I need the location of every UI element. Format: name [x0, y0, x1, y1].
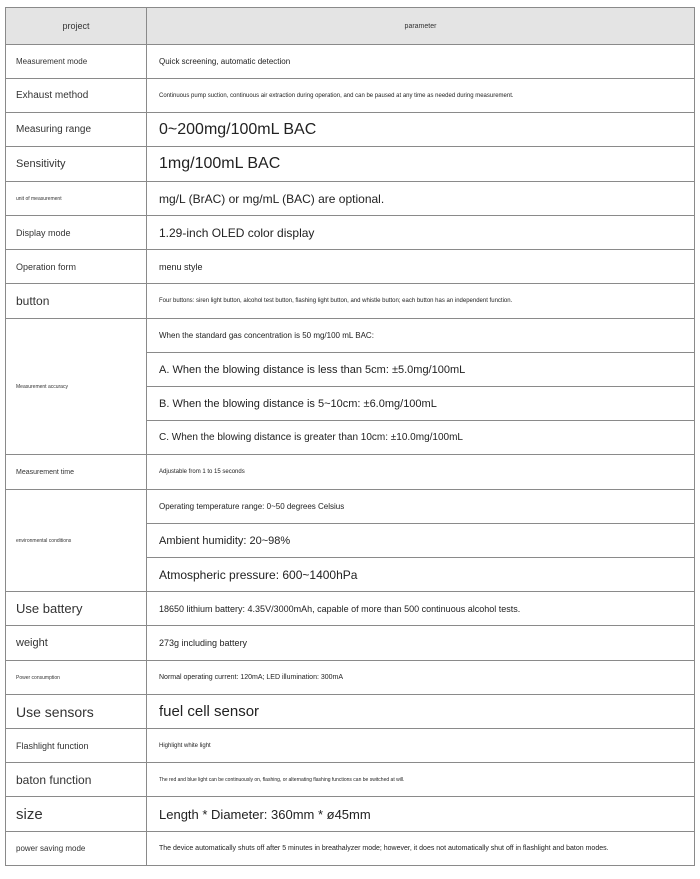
table-row [6, 113, 695, 147]
row-value-power-saving: The device automatically shuts off after 5 minutes in breathalyzer mode; however, it does not automatically shut off in flashlight and baton modes. [147, 832, 695, 866]
row-label-size: size [6, 797, 147, 832]
header-project: project [6, 8, 147, 45]
table-row [6, 319, 695, 353]
table-row [6, 147, 695, 182]
row-value-display-mode: 1.29-inch OLED color display [147, 216, 695, 250]
row-label-measurement-mode: Measurement mode [6, 45, 147, 79]
table-row [6, 250, 695, 284]
row-value-exhaust-method: Continuous pump suction, continuous air extraction during operation, and can be paused at any time as needed during measurement. [147, 79, 695, 113]
row-value-measurement-time: Adjustable from 1 to 15 seconds [147, 455, 695, 490]
table-row [6, 592, 695, 626]
row-value-environment-temp: Operating temperature range: 0~50 degrees Celsius [147, 490, 695, 524]
row-value-size: Length * Diameter: 360mm * ø45mm [147, 797, 695, 832]
row-value-weight: 273g including battery [147, 626, 695, 661]
row-value-power: Normal operating current: 120mA; LED illumination: 300mA [147, 661, 695, 695]
row-value-measurement-mode: Quick screening, automatic detection [147, 45, 695, 79]
row-value-environment-pressure: Atmospheric pressure: 600~1400hPa [147, 558, 695, 592]
table-row [6, 284, 695, 319]
row-value-accuracy-b: B. When the blowing distance is 5~10cm: ±6.0mg/100mL [147, 387, 695, 421]
table-row [6, 832, 695, 866]
row-value-operation-form: menu style [147, 250, 695, 284]
row-value-sensors: fuel cell sensor [147, 695, 695, 729]
table-row [6, 626, 695, 661]
row-label-power-saving: power saving mode [6, 832, 147, 866]
row-label-measurement-time: Measurement time [6, 455, 147, 490]
spec-table [5, 7, 695, 866]
row-label-environment: environmental conditions [6, 490, 147, 592]
row-value-sensitivity: 1mg/100mL BAC [147, 147, 695, 182]
row-label-unit: unit of measurement [6, 182, 147, 216]
row-value-battery: 18650 lithium battery: 4.35V/3000mAh, capable of more than 500 continuous alcohol tests. [147, 592, 695, 626]
row-label-display-mode: Display mode [6, 216, 147, 250]
row-value-baton: The red and blue light can be continuously on, flashing, or alternating flashing functions can be switched at will. [147, 763, 695, 797]
table-row [6, 661, 695, 695]
row-label-operation-form: Operation form [6, 250, 147, 284]
row-label-flashlight: Flashlight function [6, 729, 147, 763]
table-row [6, 45, 695, 79]
row-value-accuracy-a: A. When the blowing distance is less than 5cm: ±5.0mg/100mL [147, 353, 695, 387]
row-value-button: Four buttons: siren light button, alcohol test button, flashing light button, and whistle button; each button has an independent function. [147, 284, 695, 319]
row-label-measuring-range: Measuring range [6, 113, 147, 147]
row-value-environment-humidity: Ambient humidity: 20~98% [147, 524, 695, 558]
table-row [6, 797, 695, 832]
table-row [6, 455, 695, 490]
row-label-sensitivity: Sensitivity [6, 147, 147, 182]
table-row [6, 695, 695, 729]
header-parameter: parameter [147, 8, 695, 45]
row-label-button: button [6, 284, 147, 319]
row-label-sensors: Use sensors [6, 695, 147, 729]
row-label-exhaust-method: Exhaust method [6, 79, 147, 113]
table-row [6, 763, 695, 797]
row-label-weight: weight [6, 626, 147, 661]
row-value-accuracy-c: C. When the blowing distance is greater than 10cm: ±10.0mg/100mL [147, 421, 695, 455]
table-row [6, 182, 695, 216]
row-label-accuracy: Measurement accuracy [6, 319, 147, 455]
row-value-unit: mg/L (BrAC) or mg/mL (BAC) are optional. [147, 182, 695, 216]
row-label-power: Power consumption [6, 661, 147, 695]
table-row [6, 729, 695, 763]
spec-table-container [5, 7, 694, 866]
row-label-battery: Use battery [6, 592, 147, 626]
row-value-accuracy-intro: When the standard gas concentration is 50 mg/100 mL BAC: [147, 319, 695, 353]
row-value-measuring-range: 0~200mg/100mL BAC [147, 113, 695, 147]
table-row [6, 79, 695, 113]
table-row [6, 216, 695, 250]
row-label-baton: baton function [6, 763, 147, 797]
row-value-flashlight: Highlight white light [147, 729, 695, 763]
table-header-row [6, 8, 695, 45]
table-row [6, 490, 695, 524]
